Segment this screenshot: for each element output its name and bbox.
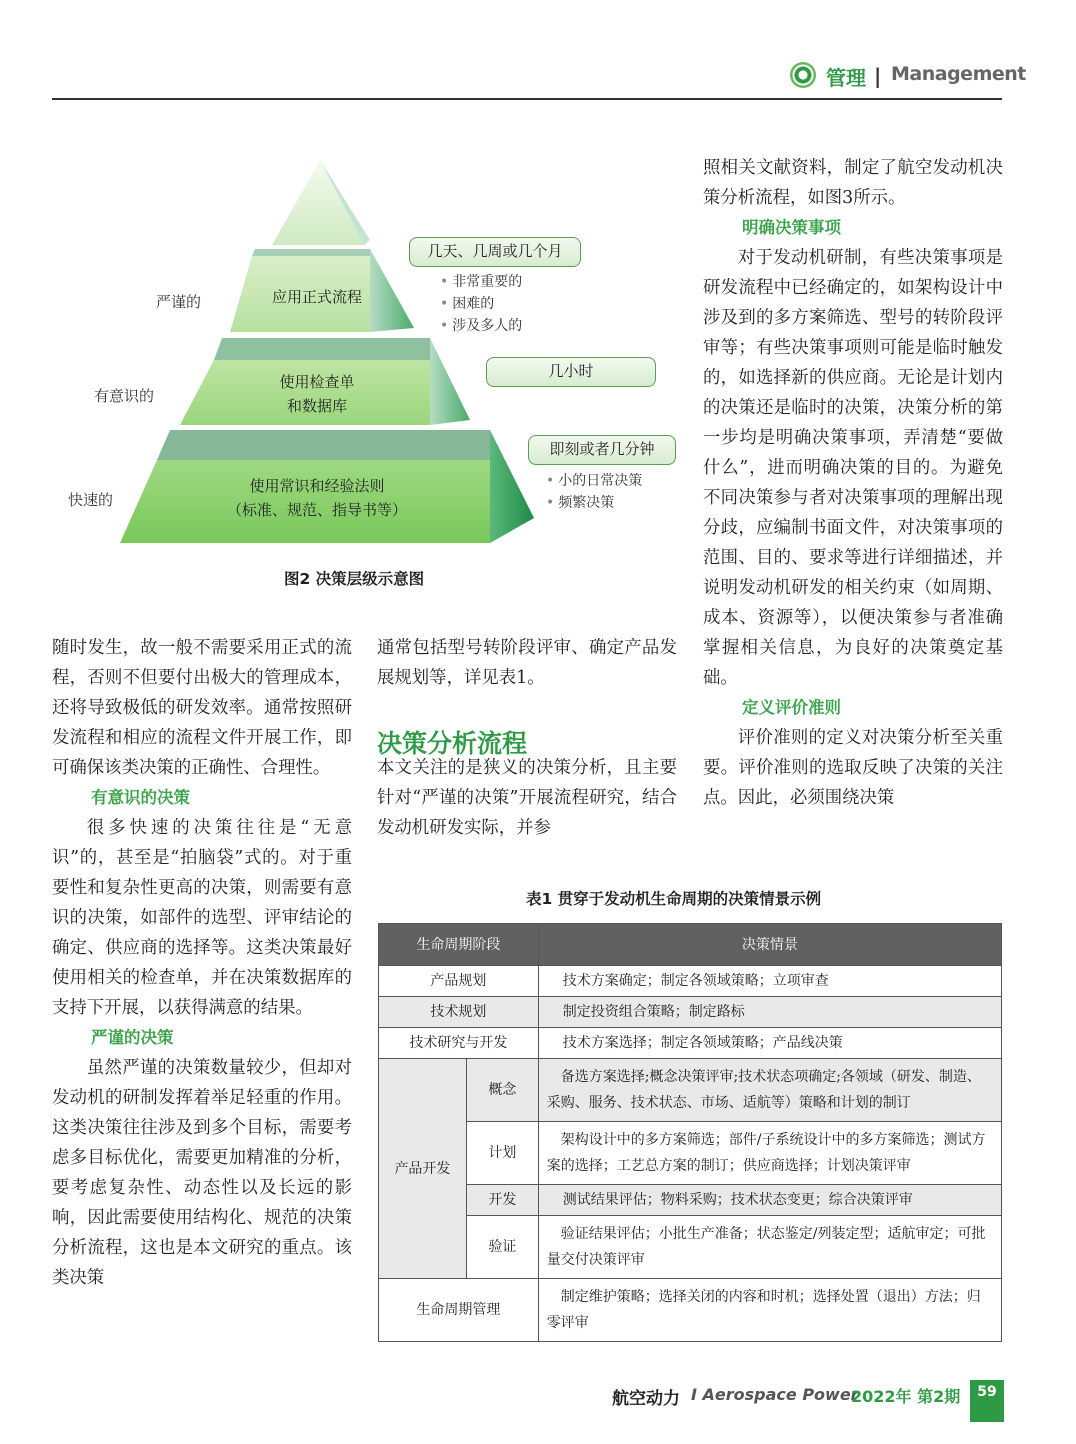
table-row: [379, 1122, 1002, 1185]
table-cell-situation: 制定维护策略；选择关闭的内容和时机；选择处置（退出）方法；归零评审: [538, 1279, 1001, 1342]
table-cell-situation: 测试结果评估；物料采购；技术状态变更；综合决策评审: [538, 1185, 1001, 1216]
bullet-many-people: • 涉及多人的: [440, 315, 522, 337]
table-cell-product-dev: 产品开发: [379, 1059, 467, 1279]
col2-paragraph-2: 本文关注的是狭义的决策分析，且主要针对“严谨的决策”开展流程研究，结合发动机研发实际，并参: [377, 758, 677, 838]
header-section-cn: 管理: [826, 66, 866, 90]
table-header-stage: 生命周期阶段: [379, 924, 539, 966]
footer-issue: 2022年 第2期: [851, 1387, 961, 1406]
tier-3-label: [202, 474, 432, 522]
decision-pyramid-figure: [52, 150, 692, 590]
table-header-situation: 决策情景: [538, 924, 1001, 966]
side-label-fast: 快速的: [68, 491, 114, 509]
table-cell-substage: 概念: [466, 1059, 538, 1122]
footer-journal-cn: 航空动力: [612, 1389, 680, 1409]
table-header-row: [379, 924, 1002, 966]
col1-paragraph-2: 很多快速的决策往往是“无意识”的，甚至是“拍脑袋”式的。对于重要性和复杂性更高的决策，则需要有意识的决策，如部件的选型、评审结论的确定、供应商的选择等。这类决策最好使用相关的检查单，并在决策数据库的支持下开展，以获得满意的结果。: [52, 818, 352, 1018]
tier-2-label: [232, 370, 402, 418]
col3-subheading-criteria: 定义评价准则: [742, 698, 841, 717]
page-number: 59: [970, 1380, 1004, 1422]
decision-scenario-table: [378, 923, 1002, 1342]
header-rule: [52, 98, 1002, 100]
column-2-body: [377, 753, 677, 843]
table-title: 表1 贯穿于发动机生命周期的决策情景示例: [526, 890, 822, 908]
bullet-very-important: • 非常重要的: [440, 271, 522, 293]
bullet-small-daily: • 小的日常决策: [546, 470, 642, 492]
tier-1-label: 应用正式流程: [271, 288, 362, 306]
side-label-conscious: 有意识的: [94, 387, 155, 405]
table-cell-stage: 技术研究与开发: [379, 1028, 539, 1059]
table-cell-situation: 技术方案选择；制定各领域策略；产品线决策: [538, 1028, 1001, 1059]
pill-days-weeks: 几天、几周或几个月: [409, 237, 581, 267]
column-1: [52, 633, 352, 1293]
pill-instant: 即刻或者几分钟: [528, 435, 676, 465]
tier-3-label-line1: 使用常识和经验法则: [249, 477, 385, 495]
tier-2-label-line2: 和数据库: [286, 397, 347, 415]
footer-journal-en: I Aerospace Power: [691, 1385, 859, 1404]
table-cell-substage: 计划: [466, 1122, 538, 1185]
side-label-rigorous: 严谨的: [156, 293, 202, 311]
col1-subheading-rigorous: 严谨的决策: [91, 1028, 174, 1047]
col3-paragraph-1: 照相关文献资料，制定了航空发动机决策分析流程，如图3所示。: [703, 158, 1003, 208]
bullet-difficult: • 困难的: [440, 293, 494, 315]
column-2-top: [377, 633, 677, 693]
section-title: 决策分析流程: [377, 729, 528, 758]
col2-paragraph-1: 通常包括型号转阶段评审、确定产品发展规划等，详见表1。: [377, 638, 677, 688]
tier-3-label-line2: （标准、规范、指导书等）: [226, 501, 407, 519]
col1-paragraph-3: 虽然严谨的决策数量较少，但却对发动机的研制发挥着举足轻重的作用。这类决策往往涉及到多个目标，需要考虑多目标优化，需要更加精准的分析，要考虑复杂性、动态性以及长远的影响，因此需要使用结构化、规范的决策分析流程，这也是本文研究的重点。该类决策: [52, 1058, 352, 1288]
journal-logo-icon: [790, 62, 816, 88]
table-cell-situation: 验证结果评估；小批生产准备；状态鉴定/列装定型；适航审定；可批量交付决策评审: [538, 1216, 1001, 1279]
col3-paragraph-2: 对于发动机研制，有些决策事项是研发流程中已经确定的，如架构设计中涉及到的多方案筛选、型号的转阶段评审等；有些决策事项则可能是临时触发的，如选择新的供应商。无论是计划内的决策还是临时的决策，决策分析的第一步均是明确决策事项，弄清楚“要做什么”，进而明确决策的目的。为避免不同决策参与者对决策事项的理解出现分歧，应编制书面文件，对决策事项的范围、目的、要求等进行详细描述，并说明发动机研发的相关约束（如周期、成本、资源等），以便决策参与者准确掌握相关信息，为良好的决策奠定基础。: [703, 248, 1003, 688]
bullet-frequent: • 频繁决策: [546, 492, 614, 514]
tier-2-label-line1: 使用检查单: [279, 373, 355, 391]
table-cell-situation: 制定投资组合策略；制定路标: [538, 997, 1001, 1028]
table-cell-substage: 开发: [466, 1185, 538, 1216]
pill-hours: 几小时: [486, 357, 656, 387]
table-cell-situation: 技术方案确定；制定各领域策略；立项审查: [538, 966, 1001, 997]
table-row: [379, 1216, 1002, 1279]
table-cell-situation: 架构设计中的多方案筛选；部件/子系统设计中的多方案筛选；测试方案的选择；工艺总方案的制订；供应商选择；计划决策评审: [538, 1122, 1001, 1185]
col3-subheading-define-matter: 明确决策事项: [742, 218, 841, 237]
table-row: [379, 997, 1002, 1028]
table-row: [379, 1059, 1002, 1122]
table-cell-stage: 技术规划: [379, 997, 539, 1028]
header-section-en: Management: [891, 63, 1026, 85]
table-cell-stage: 生命周期管理: [379, 1279, 539, 1342]
table-cell-substage: 验证: [466, 1216, 538, 1279]
table-row: [379, 1279, 1002, 1342]
tier2-side-face: [430, 338, 470, 425]
table-row: [379, 1028, 1002, 1059]
tier3-top-face: [157, 430, 490, 460]
header-separator: |: [874, 64, 882, 88]
page-header: [0, 0, 1076, 100]
table-cell-situation: 备选方案选择;概念决策评审;技术状态项确定;各领域（研发、制造、采购、服务、技术状态、市场、适航等）策略和计划的制订: [538, 1059, 1001, 1122]
col1-paragraph-1: 随时发生，故一般不需要采用正式的流程，否则不但要付出极大的管理成本，还将导致极低的研发效率。通常按照研发流程和相应的流程文件开展工作，即可确保该类决策的正确性、合理性。: [52, 638, 352, 778]
table-cell-stage: 产品规划: [379, 966, 539, 997]
pyramid-cap: [272, 160, 364, 245]
table-row: [379, 966, 1002, 997]
tier1-top-face: [252, 249, 370, 256]
tier2-top-face: [214, 338, 430, 360]
col1-subheading-conscious: 有意识的决策: [91, 788, 190, 807]
table-row: [379, 1185, 1002, 1216]
col3-paragraph-3: 评价准则的定义对决策分析至关重要。评价准则的选取反映了决策的关注点。因此，必须围绕决策: [703, 728, 1003, 808]
figure-caption: 图2 决策层级示意图: [284, 570, 425, 588]
column-3: [703, 153, 1003, 813]
